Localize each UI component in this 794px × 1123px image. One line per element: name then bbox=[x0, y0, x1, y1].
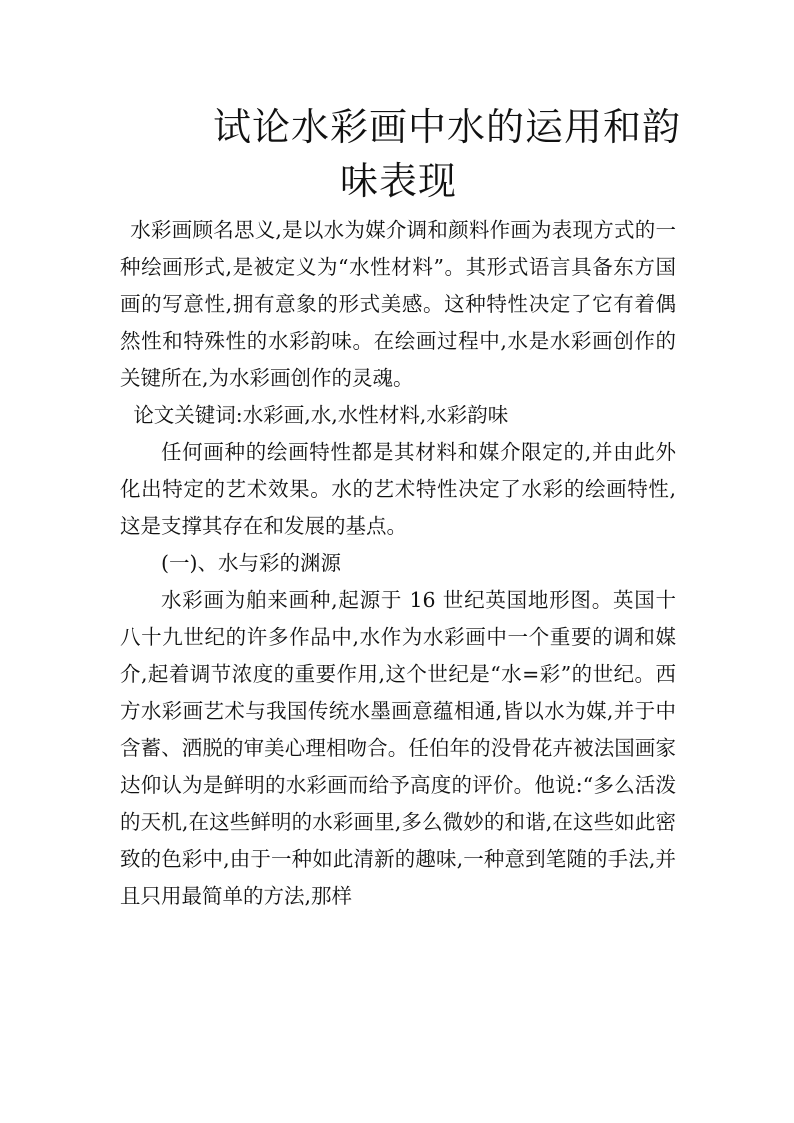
title-line-2: 味表现 bbox=[340, 159, 458, 203]
section-heading: (一)、水与彩的渊源 bbox=[161, 551, 341, 575]
title-line-1: 试论水彩画中水的运用和韵 bbox=[213, 105, 682, 149]
keywords-line: 论文关键词:水彩画,水,水性材料,水彩韵味 bbox=[133, 403, 509, 427]
body-paragraph: 水彩画为舶来画种,起源于 16 世纪英国地形图。英国十八十九世纪的许多作品中,水作为水彩画中一个重要的调和媒介,起着调节浓度的重要作用,这个世纪是“水=彩”的世纪。西方水彩画艺术与我国传统水墨画意蕴相通,皆以水为媒,并于中含蓄、洒脱的审美心理相吻合。任伯年的没骨花卉被法国画家达仰认为是鲜明的水彩画而给予高度的评价。他说:“多么活泼的天机,在这些鲜明的水彩画里,多么微妙的和谐,在这些如此密致的色彩中,由于一种如此清新的趣味,一种意到笔随的手法,并且只用最简单的方法,那样 bbox=[120, 588, 676, 908]
intro-paragraph: 任何画种的绘画特性都是其材料和媒介限定的,并由此外化出特定的艺术效果。水的艺术特性决定了水彩的绘画特性,这是支撑其存在和发展的基点。 bbox=[120, 440, 676, 538]
document-title bbox=[120, 100, 740, 208]
document-body bbox=[120, 212, 676, 915]
abstract-paragraph: 水彩画顾名思义,是以水为媒介调和颜料作画为表现方式的一种绘画形式,是被定义为“水性材料”。其形式语言具备东方国画的写意性,拥有意象的形式美感。这种特性决定了它有着偶然性和特殊性的水彩韵味。在绘画过程中,水是水彩画创作的关键所在,为水彩画创作的灵魂。 bbox=[120, 218, 676, 390]
